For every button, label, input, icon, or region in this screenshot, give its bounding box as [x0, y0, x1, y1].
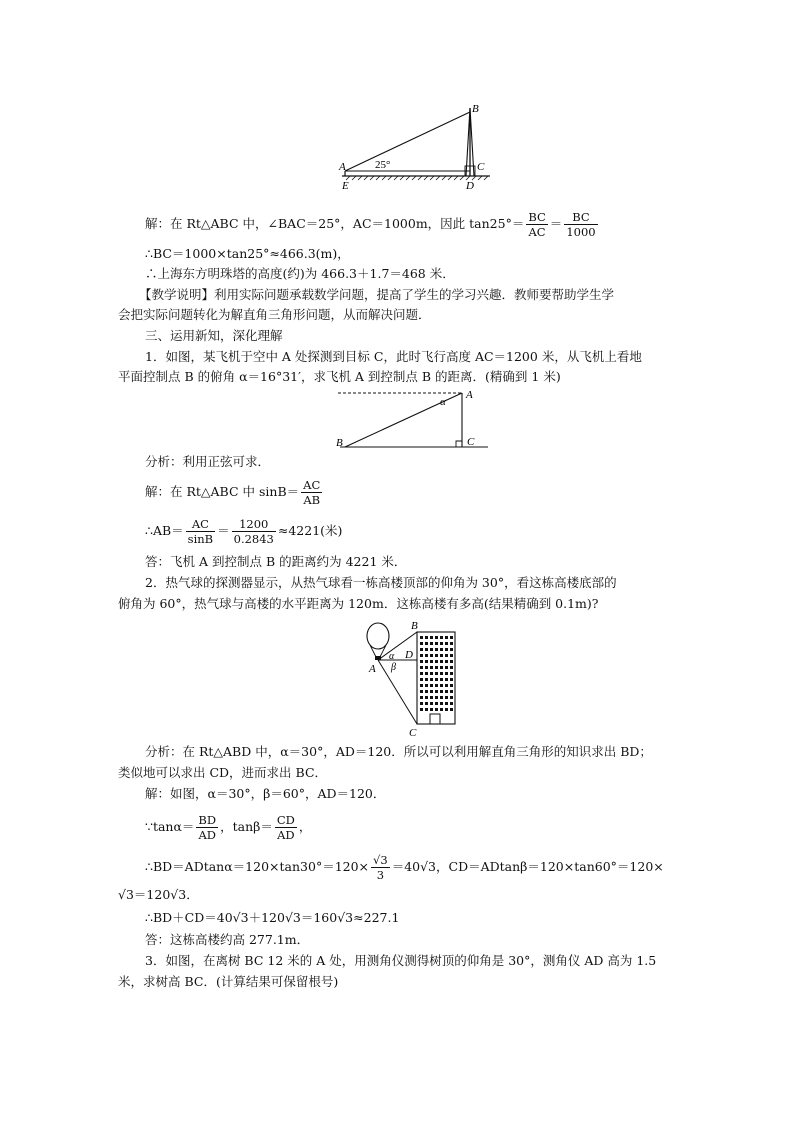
sqrt3-e: √3 [284, 910, 301, 925]
building-windows [420, 636, 453, 711]
answer-line-2: 答：这栋高楼约高 277.1m． [145, 932, 310, 947]
label-b: B [472, 103, 479, 115]
label-c: C [467, 436, 475, 448]
problem2-line-1: 2．热气球的探测器显示，从热气球看一栋高楼顶部的仰角为 30°，看这栋高楼底部的 [145, 575, 617, 590]
solution-line-2: ∴BC＝1000×tan25°≈466.3(m)， [145, 246, 350, 261]
label-c: C [409, 727, 417, 739]
sqrt3-a: √3 [420, 859, 437, 874]
problem3-line-2: 米，求树高 BC．(计算结果可保留根号) [118, 974, 339, 989]
fraction-bc-ac: $\frac{BC}{AC}$ [528, 210, 546, 239]
solution3-line-1: 解：如图，α＝30°，β＝60°，AD＝120． [145, 786, 386, 801]
fraction-ac-ab: $\frac{AC}{AB}$ [303, 478, 321, 507]
teaching-note-line-2: 会把实际问题转化为解直角三角形问题，从而解决问题． [118, 307, 431, 322]
solution3-line-5: ∴BD＋CD＝40√3＋120√3＝160√3≈227.1 [145, 910, 400, 925]
label-c: C [477, 161, 485, 173]
fraction-sqrt3-3: $\frac{√3}{3}$ [373, 853, 388, 882]
label-d: D [405, 649, 413, 661]
analysis2-line-1: 分析：在 Rt△ABD 中，α＝30°，AD＝120．所以可以利用解直角三角形的知识求出 BD； [145, 744, 652, 759]
problem1-line-2: 平面控制点 B 的俯角 α＝16°31′，求飞机 A 到控制点 B 的距离．(精确到 1 米) [118, 369, 561, 384]
solution-line-3: ∴上海东方明珠塔的高度(约)为 466.3＋1.7＝468 米． [145, 266, 455, 281]
solution2-line-1: 解：在 Rt△ABC 中 sinB＝ $\frac{AC}{AB}$ [145, 478, 321, 507]
answer-line-1: 答：飞机 A 到控制点 B 的距离约为 4221 米． [145, 554, 407, 569]
label-alpha: α [389, 651, 395, 662]
problem3-line-1: 3．如图，在离树 BC 12 米的 A 处，用测角仪测得树顶的仰角是 30°，测角仪 AD 高为 1.5 [145, 953, 657, 968]
line-ac [378, 660, 417, 724]
line-ab [345, 112, 470, 171]
solution3-line-2: ∵tanα＝ $\frac{BD}{AD}$ ，tanβ＝ $\frac{CD}{AD}$ ， [145, 813, 312, 842]
analysis2-line-2: 类似地可以求出 CD，进而求出 BC． [118, 765, 328, 780]
label-b: B [336, 437, 343, 449]
sqrt3-b: √3 [118, 887, 134, 902]
solution3-line-3: ∴BD＝ADtanα＝120×tan30°＝120× $\frac{√3}{3}$ ＝40√3，CD＝ADtanβ＝120×tan60°＝120× [145, 853, 664, 882]
figure-balloon-building [355, 618, 470, 740]
right-angle-mark [456, 441, 462, 447]
sqrt3-c: √3 [170, 887, 187, 902]
angle-label: 25° [375, 159, 391, 171]
problem1-line-1: 1．如图，某飞机于空中 A 处探测到目标 C，此时飞行高度 AC＝1200 米，从飞机上看地 [145, 349, 642, 364]
teaching-note-line-1: 【教学说明】利用实际问题承载数学问题，提高了学生的学习兴趣．教师要帮助学生学 [139, 287, 615, 302]
section-heading: 三、运用新知，深化理解 [145, 328, 283, 343]
solution-line-1: 解：在 Rt△ABC 中，∠BAC＝25°，AC＝1000m，因此 tan25°＝ $\frac{BC}{AC}$ ＝ $\frac{BC}{1000}$ [145, 210, 596, 239]
analysis-line: 分析：利用正弦可求． [145, 454, 271, 469]
label-a: A [369, 663, 376, 675]
label-a: A [339, 161, 346, 173]
label-b: B [411, 620, 418, 632]
building-door [430, 714, 440, 724]
problem2-line-2: 俯角为 60°，热气球与高楼的水平距离为 120m．这栋高楼有多高(结果精确到 0.1m)? [118, 596, 599, 611]
label-alpha: α [440, 396, 446, 408]
figure-tower-triangle [330, 100, 500, 195]
sqrt3-d: √3 [232, 910, 249, 925]
fraction-bd-ad: $\frac{BD}{AD}$ [198, 813, 217, 842]
sqrt3-f: √3 [337, 910, 354, 925]
fraction-cd-ad: $\frac{CD}{AD}$ [276, 813, 295, 842]
figure-plane-triangle [330, 385, 495, 453]
label-beta: β [391, 662, 396, 673]
solution2-line-2: ∴AB＝ $\frac{AC}{\sin B}$ ＝ $\frac{1200}{0.2843}$ ≈4221(米) [145, 517, 343, 546]
fraction-1200-02843: $\frac{1200}{0.2843}$ [233, 517, 274, 546]
fraction-bc-1000: $\frac{BC}{1000}$ [566, 210, 596, 239]
fraction-ac-sinb: $\frac{AC}{\sin B}$ [187, 517, 214, 546]
label-e: E [342, 180, 349, 192]
label-d: D [466, 180, 474, 192]
solution3-line-4: √3＝120√3． [118, 887, 199, 902]
label-a: A [466, 389, 473, 401]
